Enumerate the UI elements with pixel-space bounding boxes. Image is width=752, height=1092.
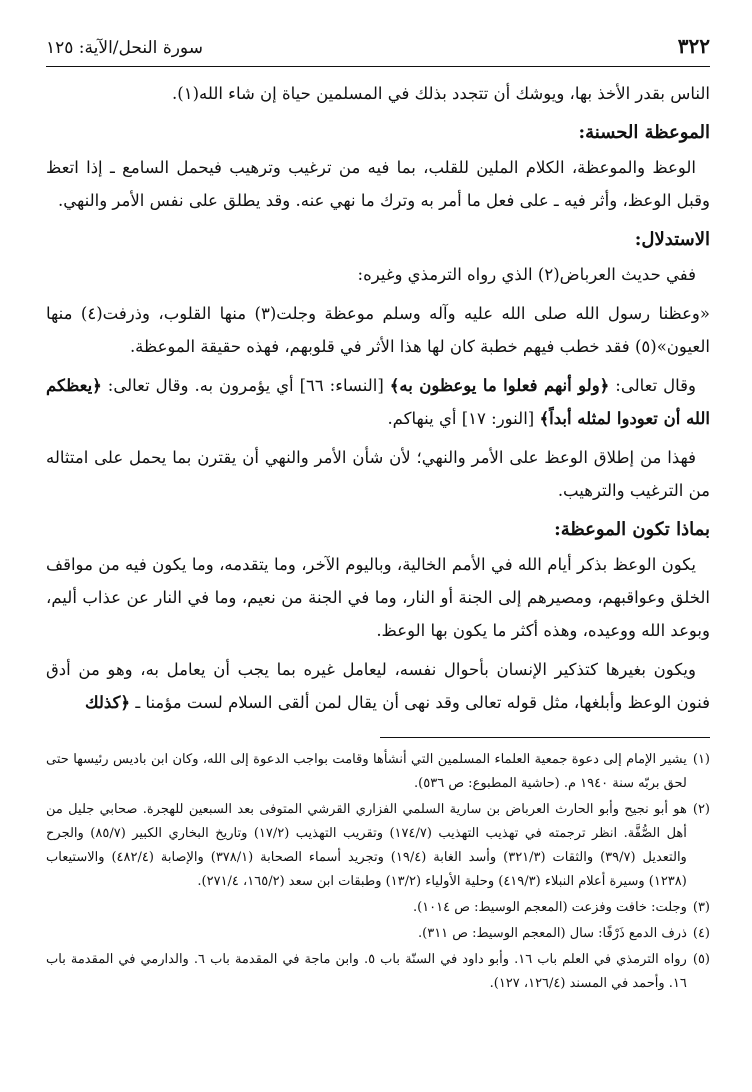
footnote-item [46, 922, 710, 946]
footnote-number: (٢) [692, 802, 710, 817]
footnote-number: (٥) [692, 952, 710, 967]
page-header [46, 34, 710, 67]
paragraph-3: ففي حديث العرباض(٢) الذي رواه الترمذي وغيره: [357, 265, 696, 284]
footnote-text: ذرف الدمع ذَرْفًا: سال (المعجم الوسيط: ص ٣١١). [418, 926, 687, 941]
paragraph-6: فهذا من إطلاق الوعظ على الأمر والنهي؛ لأن شأن الأمر والنهي أن يقترن بما يحمل على امتثاله من الترغيب والترهيب. [46, 448, 710, 500]
page-number: ٣٢٢ [677, 34, 710, 58]
p5-text-c: [النور: ١٧] أي ينهاكم. [387, 409, 535, 428]
footnote-number: (١) [692, 752, 710, 767]
main-text [46, 77, 710, 719]
quran-quote-1: ﴿ولو أنهم فعلوا ما يوعظون به﴾ [389, 376, 610, 395]
paragraph-5 [46, 369, 710, 435]
footnote-text: يشير الإمام إلى دعوة جمعية العلماء المسلمين التي أنشأها وقامت بواجب الدعوة إلى الله، وكان ابن باديس رئيسها حتى لحق بربّه سنة ١٩٤٠ م. (حاشية المطبوع: ص ٥٣٦). [46, 752, 687, 791]
footnote-item [46, 748, 710, 796]
footnote-item [46, 948, 710, 996]
quran-quote-3: ﴿كذلك [84, 693, 131, 712]
footnote-text: رواه الترمذي في العلم باب ١٦. وأبو داود في السنّة باب ٥. وابن ماجة في المقدمة باب ٦. والدارمي في المقدمة باب ١٦. وأحمد في المسند (١٢٦/٤، ١٢٧). [46, 952, 687, 991]
paragraph-7: يكون الوعظ بذكر أيام الله في الأمم الخالية، وباليوم الآخر، وما يتقدمه، وما يكون فيه من مواقف الخلق وعواقبهم، ومصيرهم إلى الجنة أو النار، وما في الجنة من نعيم، وما في النار عن عذاب أليم، وبوعد الله ووعيده، وهذه أكثر ما يكون بها الوعظ. [46, 555, 710, 640]
footnote-item [46, 798, 710, 894]
heading-evidence: الاستدلال: [634, 229, 710, 250]
footnote-number: (٤) [692, 926, 710, 941]
quran-quote-2: ﴿يعظكم الله أن تعودوا لمثله أبداً﴾ [46, 376, 710, 428]
footnotes [46, 748, 710, 996]
paragraph-8 [46, 653, 710, 719]
p5-text-b: [النساء: ٦٦] أي يؤمرون به. وقال تعالى: [107, 376, 384, 395]
running-title: سورة النحل/الآية: ١٢٥ [46, 38, 203, 58]
footnote-divider [380, 737, 710, 738]
footnote-text: وجلت: خافت وفزعت (المعجم الوسيط: ص ١٠١٤). [412, 900, 687, 915]
p8-text: ويكون بغيرها كتذكير الإنسان بأحوال نفسه، ليعامل غيره بما يجب أن يعامل به، وهو من أدق فنون الوعظ وأبلغها، مثل قوله تعالى وقد نهى أن يقال لمن ألقى السلام لست مؤمنا ـ [46, 660, 710, 712]
book-page [46, 34, 710, 998]
paragraph-4: «وعظنا رسول الله صلى الله عليه وآله وسلم موعظة وجلت(٣) منها القلوب، وذرفت(٤) منها العيون»(٥) فقد خطب فيهم خطبة كان لها هذا الأثر في قلوبهم، فهذه حقيقة الموعظة. [46, 304, 710, 356]
paragraph-2: الوعظ والموعظة، الكلام الملين للقلب، بما فيه من ترغيب وترهيب فيحمل السامع ـ إذا اتعظ وقبل الوعظ، وأثر فيه ـ على فعل ما أمر به وترك ما نهي عنه. وقد يطلق على نفس الأمر والنهي. [46, 158, 710, 210]
p5-text-a: وقال تعالى: [615, 376, 697, 395]
paragraph-1: الناس بقدر الأخذ بها، ويوشك أن تتجدد بذلك في المسلمين حياة إن شاء الله(١). [172, 84, 710, 103]
heading-good-admonition: الموعظة الحسنة: [578, 122, 710, 143]
footnote-item [46, 896, 710, 920]
heading-means-of-admonition: بماذا تكون الموعظة: [554, 519, 710, 540]
footnote-text: هو أبو نجيح وأبو الحارث العرباض بن سارية السلمي الفزاري القرشي المتوفى بعد السبعين للهجرة. صحابي جليل من أهل الصُّفَّة. انظر ترجمته في تهذيب التهذيب (١٧٤/٧) وتقريب التهذيب (١٧/٢) وتاريخ البخاري الكبير (٨٥/٧) والجرح والتعديل (٣٩/٧) والثقات (٣٢١/٣) وأسد الغابة (١٩/٤) وتجريد أسماء الصحابة (٣٧٨/١) والإصابة (٤٨٢/٤) والاستيعاب (١٢٣٨) وسيرة أعلام النبلاء (٤١٩/٣) وحلية الأولياء (١٣/٢) وطبقات ابن سعد (١٦٥/٢، ٢٧١/٤). [46, 802, 687, 889]
footnote-number: (٣) [692, 900, 710, 915]
